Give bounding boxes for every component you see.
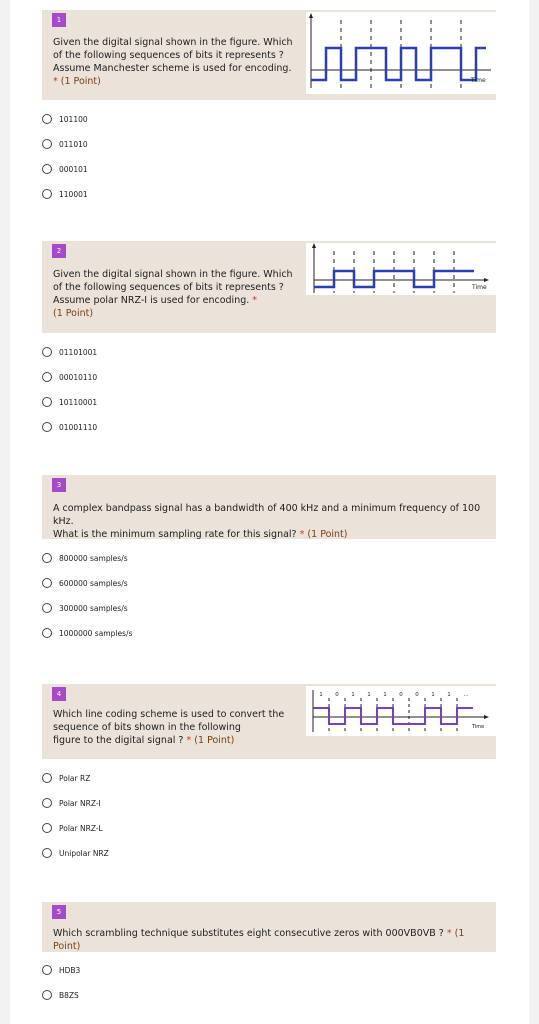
- question-card-4: [42, 684, 496, 759]
- question-card-1: [42, 10, 496, 100]
- radio-button[interactable]: [42, 990, 52, 1000]
- bit-label: 0: [399, 692, 403, 698]
- question-card-2: [42, 241, 496, 333]
- radio-button[interactable]: [42, 798, 52, 808]
- required-marker: *: [299, 529, 305, 540]
- radio-button[interactable]: [42, 823, 52, 833]
- question-line: figure to the digital signal ? * (1 Point): [53, 735, 235, 746]
- bit-label: ...: [463, 692, 469, 698]
- time-axis-label: Time: [472, 724, 485, 730]
- option-label: 01001110: [59, 422, 98, 432]
- points-label: (1 Point): [53, 928, 465, 952]
- required-marker: *: [252, 295, 258, 306]
- question-number-badge: 2: [52, 244, 66, 258]
- required-marker: *: [186, 735, 192, 746]
- option-label: 00010110: [59, 372, 98, 382]
- question-line: of the following sequences of bits it represents ?: [53, 282, 284, 293]
- time-axis-label: Time: [471, 77, 486, 84]
- question-number-badge: 1: [52, 13, 66, 27]
- radio-button[interactable]: [42, 189, 52, 199]
- option-row[interactable]: [42, 551, 128, 565]
- option-label: 01101001: [59, 347, 98, 357]
- time-axis-label: Time: [472, 284, 487, 291]
- question-line: sequence of bits shown in the following: [53, 722, 241, 733]
- option-label: Polar RZ: [59, 773, 91, 783]
- required-marker: *: [446, 928, 452, 939]
- option-label: Polar NRZ-I: [59, 798, 101, 808]
- radio-button[interactable]: [42, 628, 52, 638]
- question-text: [53, 502, 493, 541]
- option-row[interactable]: [42, 821, 103, 835]
- question-line: Which scrambling technique substitutes eight consecutive zeros with 000VB0VB ? * (1 Point): [53, 928, 465, 952]
- question-text: [53, 268, 298, 320]
- option-label: 011010: [59, 139, 88, 149]
- bit-label: 1: [431, 692, 435, 698]
- option-row[interactable]: [42, 162, 88, 176]
- nrzi-signal-figure: [306, 243, 496, 295]
- option-label: Unipolar NRZ: [59, 848, 109, 858]
- option-label: HDB3: [59, 965, 81, 975]
- option-row[interactable]: [42, 963, 80, 977]
- option-label: 600000 samples/s: [59, 578, 128, 588]
- question-line: A complex bandpass signal has a bandwidth of 400 kHz and a minimum frequency of 100 kHz.: [53, 503, 481, 527]
- option-row[interactable]: [42, 345, 97, 359]
- line-coding-signal-figure: [306, 686, 496, 736]
- radio-button[interactable]: [42, 397, 52, 407]
- option-row[interactable]: [42, 771, 90, 785]
- radio-button[interactable]: [42, 773, 52, 783]
- bit-label: 1: [383, 692, 387, 698]
- signal-diagram: [306, 686, 496, 736]
- bit-label: 1: [319, 692, 323, 698]
- question-card-3: [42, 475, 496, 539]
- option-label: 800000 samples/s: [59, 553, 128, 563]
- option-row[interactable]: [42, 137, 88, 151]
- question-number-badge: 3: [52, 478, 66, 492]
- option-row[interactable]: [42, 796, 101, 810]
- question-number-badge: 5: [52, 905, 66, 919]
- question-line: Given the digital signal shown in the figure. Which: [53, 269, 293, 280]
- option-label: 000101: [59, 164, 88, 174]
- radio-button[interactable]: [42, 553, 52, 563]
- bit-label: 0: [335, 692, 339, 698]
- points-label: (1 Point): [60, 76, 101, 87]
- option-row[interactable]: [42, 576, 128, 590]
- page-gutter-right: [529, 0, 539, 1024]
- option-row[interactable]: [42, 187, 88, 201]
- radio-button[interactable]: [42, 848, 52, 858]
- option-label: 101100: [59, 114, 88, 124]
- question-line: of the following sequences of bits it represents ?: [53, 50, 284, 61]
- radio-button[interactable]: [42, 164, 52, 174]
- option-row[interactable]: [42, 846, 109, 860]
- bit-label: 0: [415, 692, 419, 698]
- option-label: 300000 samples/s: [59, 603, 128, 613]
- signal-diagram: [306, 12, 496, 94]
- option-row[interactable]: [42, 112, 88, 126]
- radio-button[interactable]: [42, 578, 52, 588]
- points-label: (1 Point): [307, 529, 348, 540]
- option-label: 110001: [59, 189, 88, 199]
- required-marker: *: [53, 76, 58, 87]
- bit-label: 1: [351, 692, 355, 698]
- radio-button[interactable]: [42, 372, 52, 382]
- question-text: [53, 36, 298, 88]
- points-label: (1 Point): [194, 735, 235, 746]
- radio-button[interactable]: [42, 603, 52, 613]
- radio-button[interactable]: [42, 139, 52, 149]
- question-text: [53, 927, 493, 953]
- option-label: 10110001: [59, 397, 98, 407]
- option-row[interactable]: [42, 988, 79, 1002]
- option-label: B8ZS: [59, 990, 79, 1000]
- option-row[interactable]: [42, 420, 97, 434]
- question-line: Assume Manchester scheme is used for encoding.: [53, 63, 292, 74]
- question-line: Assume polar NRZ-I is used for encoding. *: [53, 295, 258, 306]
- radio-button[interactable]: [42, 965, 52, 975]
- page-gutter-left: [0, 0, 10, 1024]
- option-row[interactable]: [42, 626, 132, 640]
- bit-label: 1: [447, 692, 451, 698]
- question-number-badge: 4: [52, 687, 66, 701]
- radio-button[interactable]: [42, 114, 52, 124]
- question-line: Which line coding scheme is used to convert the: [53, 709, 285, 720]
- bit-label: 1: [367, 692, 371, 698]
- points-label: (1 Point): [53, 308, 94, 319]
- manchester-signal-figure: [306, 12, 496, 94]
- option-row[interactable]: [42, 601, 128, 615]
- question-text: [53, 708, 293, 747]
- question-line: Given the digital signal shown in the figure. Which: [53, 37, 293, 48]
- radio-button[interactable]: [42, 347, 52, 357]
- radio-button[interactable]: [42, 422, 52, 432]
- question-card-5: [42, 902, 496, 952]
- option-row[interactable]: [42, 370, 97, 384]
- option-label: Polar NRZ-L: [59, 823, 103, 833]
- option-label: 1000000 samples/s: [59, 628, 133, 638]
- option-row[interactable]: [42, 395, 97, 409]
- signal-diagram: [306, 243, 496, 295]
- question-line: What is the minimum sampling rate for this signal? * (1 Point): [53, 529, 348, 540]
